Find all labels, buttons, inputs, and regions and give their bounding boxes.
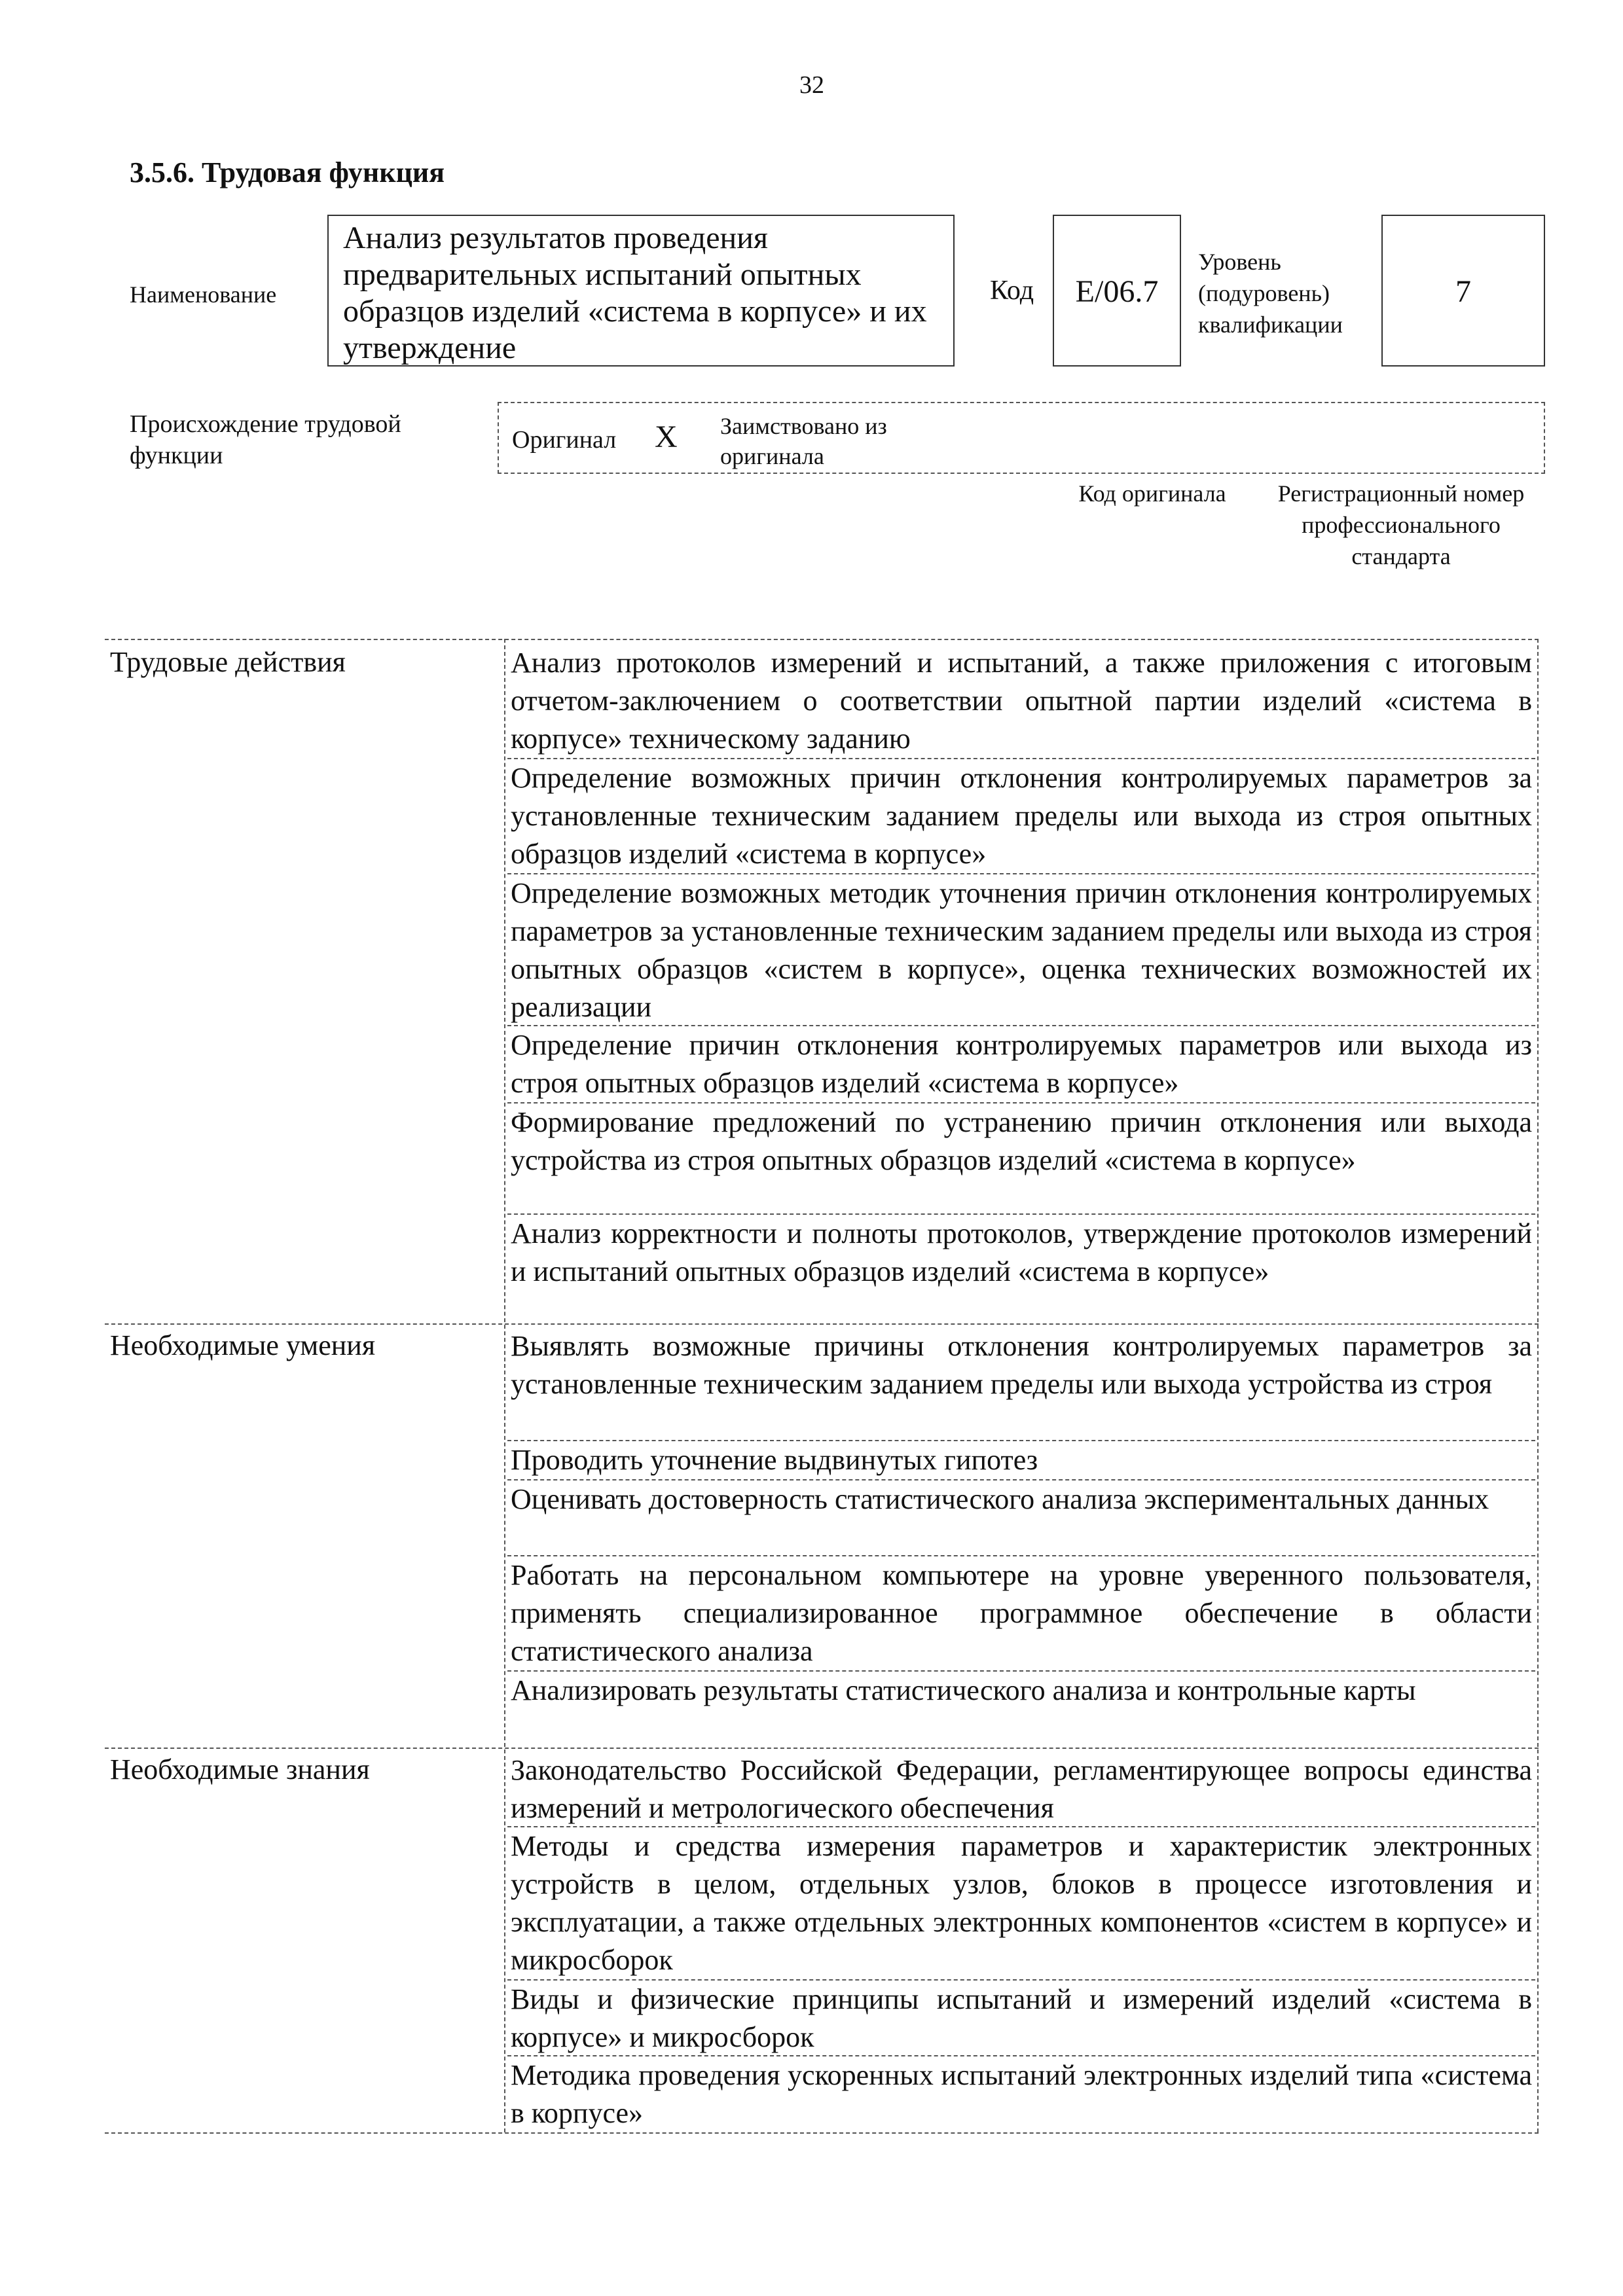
list-item: Оценивать достоверность статистического анализа экспериментальных данных: [511, 1483, 1489, 1515]
section-title: 3.5.6. Трудовая функция: [130, 156, 445, 188]
section-label-actions: Трудовые действия: [110, 646, 346, 678]
list-item: Определение возможных причин отклонения контролируемых параметров за установленные техническим заданием пределы или выхода из строя опытных образцов изделий «система в корпусе»: [511, 762, 1532, 870]
list-item: Анализировать результаты статистического анализа и контрольные карты: [511, 1674, 1416, 1706]
reg-number-caption: Регистрационный номер профессионального стандарта: [1277, 480, 1525, 569]
table-right-line: [1537, 639, 1539, 2132]
list-item: Анализ протоколов измерений и испытаний, а также приложения с итоговым отчетом-заключением о соответствии опытной партии изделий «система в корпусе» техническому заданию: [511, 647, 1532, 755]
section-label-skills: Необходимые умения: [110, 1329, 376, 1361]
list-item: Формирование предложений по устранению причин отклонения или выхода устройства из строя опытных образцов изделий «система в корпусе»: [511, 1106, 1532, 1176]
list-item: Законодательство Российской Федерации, регламентирующее вопросы единства измерений и метрологического обеспечения: [511, 1754, 1532, 1824]
table-row-line: [105, 1748, 1539, 1749]
level-box: [1381, 215, 1545, 367]
list-item: Работать на персональном компьютере на уровне уверенного пользователя, применять специализированное программное обеспечение в области статистического анализа: [511, 1559, 1532, 1667]
original-mark: X: [655, 420, 678, 454]
section-label-knowledge: Необходимые знания: [110, 1753, 370, 1785]
list-item: Выявлять возможные причины отклонения контролируемых параметров за установленные техническим заданием пределы или выхода устройства из строя: [511, 1330, 1532, 1400]
borrowed-label: Заимствовано из оригинала: [720, 413, 887, 469]
origin-label: Происхождение трудовой функции: [130, 410, 401, 469]
list-item: Виды и физические принципы испытаний и измерений изделий «система в корпусе» и микросборок: [511, 1983, 1532, 2053]
code-label: Код: [990, 276, 1034, 306]
table-top-line: [105, 639, 1539, 640]
table-column-line: [504, 639, 505, 2132]
list-item: Методика проведения ускоренных испытаний электронных изделий типа «система в корпусе»: [511, 2059, 1532, 2129]
list-item: Анализ корректности и полноты протоколов, утверждение протоколов измерений и испытаний опытных образцов изделий «система в корпусе»: [511, 1217, 1532, 1287]
list-item: Определение возможных методик уточнения причин отклонения контролируемых параметров за установленные техническим заданием пределы или выхода из строя опытных образцов «систем в корпусе», оценка технических возможностей их реализации: [511, 877, 1532, 1023]
list-item: Проводить уточнение выдвинутых гипотез: [511, 1444, 1038, 1476]
name-value: Анализ результатов проведения предварительных испытаний опытных образцов изделий «система в корпусе» и их утверждение: [343, 221, 927, 365]
page-number: 32: [799, 71, 824, 99]
name-label: Наименование: [130, 281, 277, 308]
name-box: [327, 215, 955, 367]
code-box: [1053, 215, 1181, 367]
table-bottom-line: [105, 2132, 1539, 2134]
level-label: Уровень (подуровень) квалификации: [1198, 249, 1343, 338]
list-item: Методы и средства измерения параметров и характеристик электронных устройств в целом, отдельных узлов, блоков в процессе изготовления и эксплуатации, а также отдельных электронных компонентов «систем в корпусе» и микросборок: [511, 1830, 1532, 1976]
table-row-line: [105, 1323, 1539, 1325]
list-item: Определение причин отклонения контролируемых параметров или выхода из строя опытных образцов изделий «система в корпусе»: [511, 1029, 1532, 1099]
code-original-caption: Код оригинала: [1078, 480, 1226, 507]
original-label: Оригинал: [512, 426, 617, 454]
level-value: 7: [1455, 274, 1471, 309]
code-value: E/06.7: [1075, 274, 1159, 309]
